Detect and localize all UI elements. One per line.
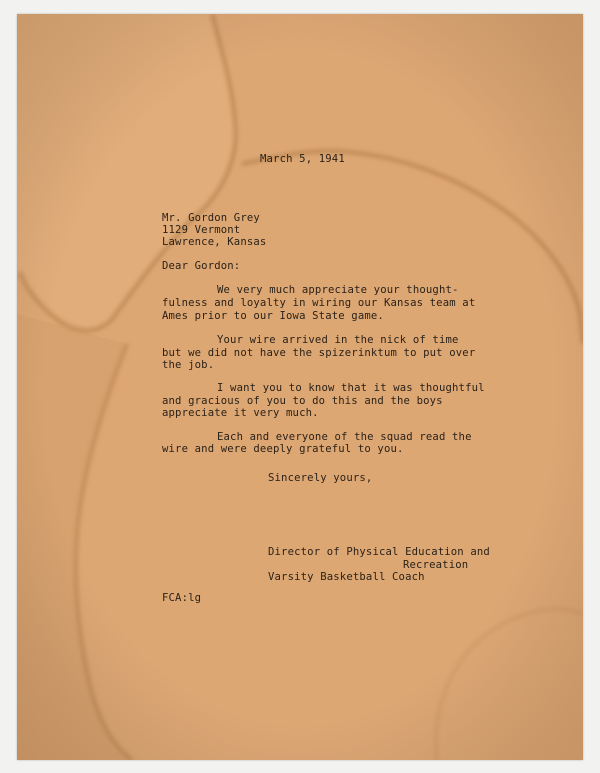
paragraph-2-line-1: Your wire arrived in the nick of time [217, 334, 459, 346]
paragraph-3-line-1: I want you to know that it was thoughtful [217, 382, 485, 394]
paragraph-4-line-1: Each and everyone of the squad read the [217, 431, 472, 443]
salutation: Dear Gordon: [162, 260, 241, 272]
paragraph-1-line-3: Ames prior to our Iowa State game. [162, 310, 384, 322]
closing: Sincerely yours, [268, 472, 373, 484]
paragraph-1-line-1: We very much appreciate your thought- [217, 284, 459, 296]
paragraph-2-line-3: the job. [162, 359, 215, 371]
recipient-street: 1129 Vermont [162, 224, 241, 236]
paragraph-3-line-2: and gracious of you to do this and the boys [162, 395, 443, 407]
typist-initials: FCA:lg [162, 592, 202, 604]
letter-page [17, 14, 583, 760]
paragraph-3-line-3: appreciate it very much. [162, 407, 319, 419]
letter-body [17, 14, 583, 760]
recipient-name: Mr. Gordon Grey [162, 212, 260, 224]
signature-title-line-2: Recreation [403, 559, 469, 571]
paragraph-2-line-2: but we did not have the spizerinktum to put over [162, 347, 476, 359]
signature-title-line-3: Varsity Basketball Coach [268, 571, 425, 583]
signature-title-line-1: Director of Physical Education and [268, 546, 490, 558]
paragraph-1-line-2: fulness and loyalty in wiring our Kansas team at [162, 297, 476, 309]
letter-date: March 5, 1941 [260, 153, 345, 165]
paragraph-4-line-2: wire and were deeply grateful to you. [162, 443, 404, 455]
recipient-city: Lawrence, Kansas [162, 236, 267, 248]
